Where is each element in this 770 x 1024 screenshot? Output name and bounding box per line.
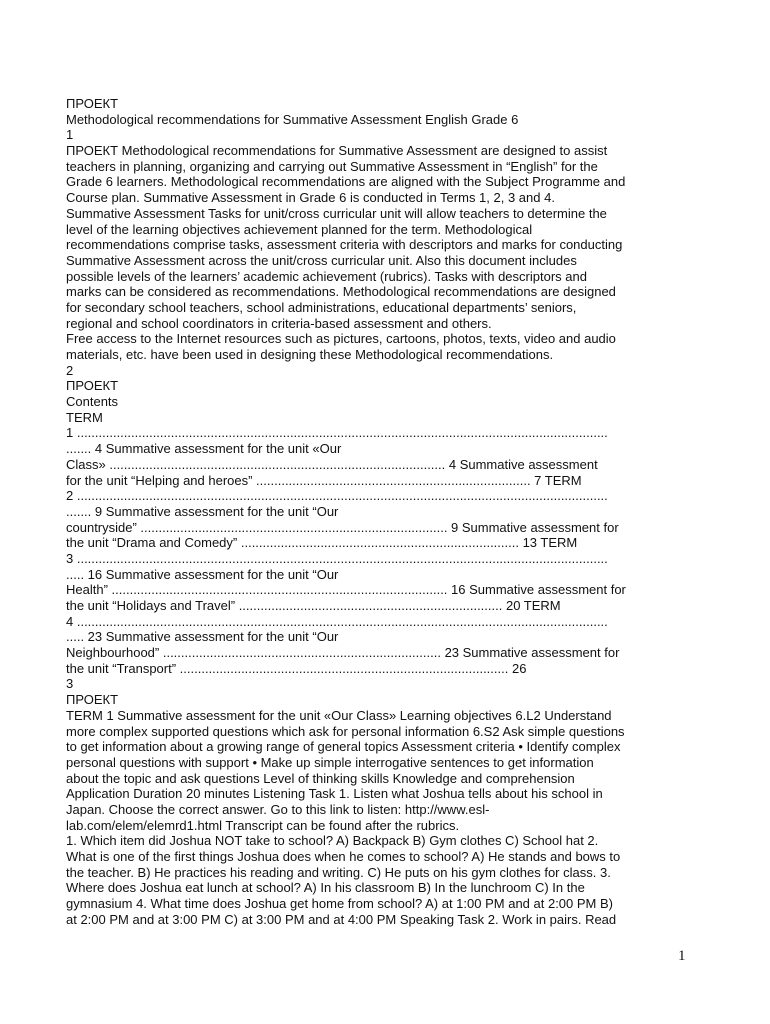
toc-line: Health” ............................................................................................. 16 Summative assessment for (66, 582, 626, 598)
text-line: ПРОЕКТ Methodological recommendations for Summative Assessment are designed to assist (66, 143, 608, 159)
text-line: to get information about a growing range of general topics Assessment criteria • Identify complex (66, 739, 621, 755)
text-line: ПРОЕКТ (66, 692, 119, 708)
toc-line: 4 ................................................................................................................................................... (66, 613, 608, 629)
text-line: Application Duration 20 minutes Listening Task 1. Listen what Joshua tells about his school in (66, 786, 603, 802)
text-line: What is one of the first things Joshua does when he comes to school? A) He stands and bows to (66, 849, 621, 864)
toc-line: countryside” ..................................................................................... 9 Summative assessment for (66, 519, 619, 535)
toc-line: ..... 23 Summative assessment for the unit “Our (66, 629, 339, 645)
text-line: 2 (66, 362, 74, 378)
text-line: regional and school coordinators in criteria-based assessment and others. (66, 315, 492, 331)
text-line: more complex supported questions which ask for personal information 6.S2 Ask simple questions (66, 723, 625, 739)
text-line: recommendations comprise tasks, assessment criteria with descriptors and marks for conducting (66, 237, 623, 253)
text-line: 1. Which item did Joshua NOT take to school? A) Backpack B) Gym clothes C) School hat 2. (66, 833, 599, 849)
text-line: Japan. Choose the correct answer. Go to this link to listen: http://www.esl- (66, 801, 490, 817)
text-line: about the topic and ask questions Level of thinking skills Knowledge and comprehension (66, 770, 575, 786)
text-line: ПРОЕКТ (66, 378, 119, 394)
toc-line: the unit “Holidays and Travel” ......................................................................... 20 TERM (66, 598, 561, 613)
text-line: Methodological recommendations for Summative Assessment English Grade 6 (66, 111, 519, 127)
text-line: materials, etc. have been used in designing these Methodological recommendations. (66, 347, 554, 362)
text-line: Course plan. Summative Assessment in Grade 6 is conducted in Terms 1, 2, 3 and 4. (66, 190, 555, 206)
text-line: lab.com/elem/elemrd1.html Transcript can be found after the rubrics. (66, 817, 460, 833)
text-line: personal questions with support • Make up simple interrogative sentences to get information (66, 754, 594, 770)
text-line: 3 (66, 676, 74, 692)
text-line: gymnasium 4. What time does Joshua get home from school? A) at 1:00 PM and at 2:00 PM B) (66, 896, 613, 912)
text-line: possible levels of the learners’ academic achievement (rubrics). Tasks with descriptors and (66, 268, 587, 284)
text-line: marks can be considered as recommendations. Methodological recommendations are designed (66, 284, 616, 300)
text-line: level of the learning objectives achievement planned for the term. Methodological (66, 221, 533, 237)
text-line: Contents (66, 394, 119, 410)
text-line: TERM (66, 409, 103, 425)
toc-line: ....... 4 Summative assessment for the unit «Our (66, 441, 342, 457)
text-line: teachers in planning, organizing and carrying out Summative Assessment in “English” for the (66, 158, 598, 174)
text-line: Grade 6 learners. Methodological recommendations are aligned with the Subject Programme and (66, 174, 626, 190)
toc-line: Class» ............................................................................................. 4 Summative assessment (66, 456, 598, 472)
toc-line: the unit “Transport” ........................................................................................... 26 (66, 660, 527, 676)
text-line: Free access to the Internet resources such as pictures, cartoons, photos, texts, video and audio (66, 331, 616, 347)
document-body (66, 96, 690, 927)
text-line: TERM 1 Summative assessment for the unit «Our Class» Learning objectives 6.L2 Understand (66, 707, 612, 723)
toc-line: 1 ................................................................................................................................................... (66, 425, 608, 441)
text-line: Summative Assessment Tasks for unit/cross curricular unit will allow teachers to determine the (66, 205, 607, 221)
toc-line: Neighbourhood” ............................................................................. 23 Summative assessment for (66, 645, 620, 661)
toc-line: the unit “Drama and Comedy” ............................................................................. 13 TERM (66, 535, 578, 551)
text-line: 1 (66, 127, 74, 143)
toc-line: ....... 9 Summative assessment for the unit “Our (66, 503, 339, 519)
text-line: the teacher. B) He practices his reading and writing. C) He puts on his gym clothes for class. 3. (66, 864, 611, 880)
text-line: for secondary school teachers, school administrations, educational departments’ seniors, (66, 299, 577, 315)
toc-line: 3 ................................................................................................................................................... (66, 550, 608, 566)
text-line: ПРОЕКТ (66, 96, 119, 111)
page-number: 1 (678, 948, 686, 964)
toc-line: for the unit “Helping and heroes” ............................................................................ 7 TERM (66, 472, 582, 488)
text-line: Summative Assessment across the unit/cross curricular unit. Also this document includes (66, 252, 577, 268)
text-line: at 2:00 PM and at 3:00 PM C) at 3:00 PM and at 4:00 PM Speaking Task 2. Work in pairs. Read (66, 911, 617, 927)
text-line: Where does Joshua eat lunch at school? A) In his classroom B) In the lunchroom C) In the (66, 880, 585, 896)
toc-line: ..... 16 Summative assessment for the unit “Our (66, 566, 339, 582)
toc-line: 2 ................................................................................................................................................... (66, 488, 608, 504)
